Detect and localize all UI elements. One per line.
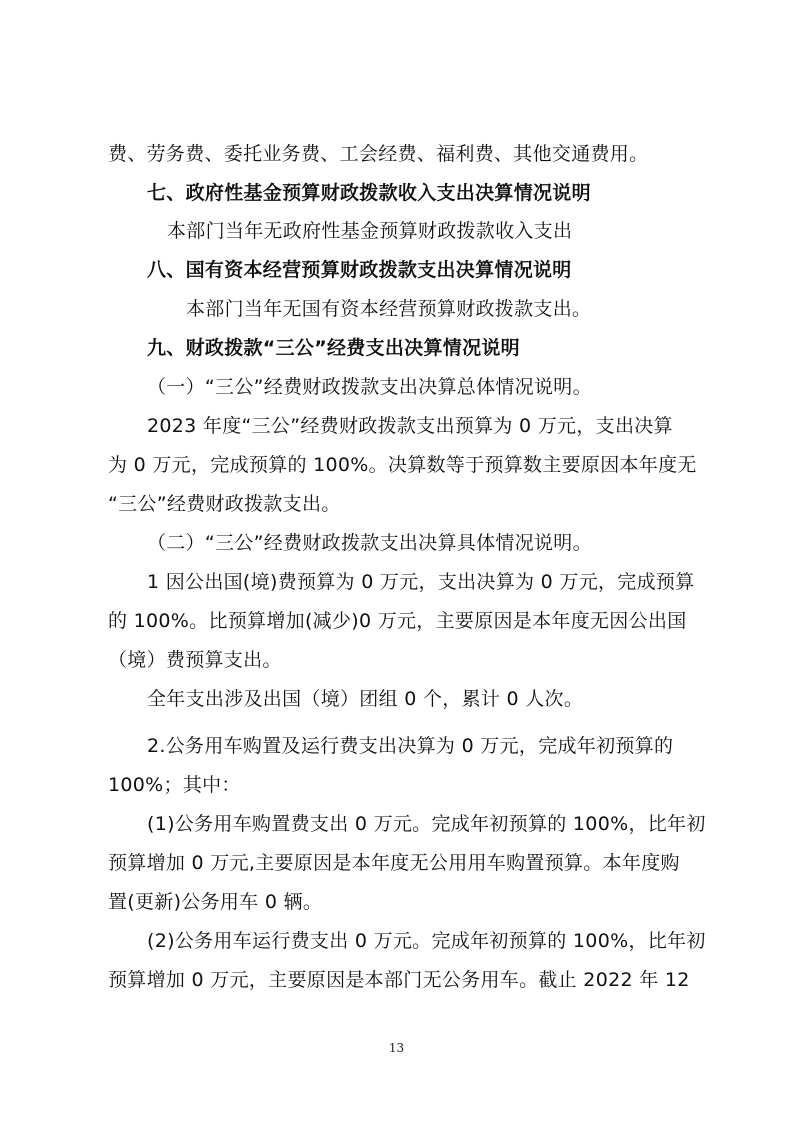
paragraph-line: 1 因公出国(境)费预算为 0 万元，支出决算为 0 万元，完成预算 [147,571,695,593]
paragraph-line: 预算增加 0 万元,主要原因是本年度无公用用车购置预算。本年度购 [108,852,680,874]
paragraph-line: 全年支出涉及出国（境）团组 0 个，累计 0 人次。 [147,688,584,710]
subsection-heading: （一）“三公”经费财政拨款支出决算总体情况说明。 [147,376,592,398]
paragraph-line: (2)公务用车运行费支出 0 万元。完成年初预算的 100%，比年初 [147,930,706,952]
paragraph-line: 置(更新)公务用车 0 辆。 [108,891,323,913]
paragraph-line: （境）费预算支出。 [108,649,282,671]
paragraph-line: 2.公务用车购置及运行费支出决算为 0 万元，完成年初预算的 [147,735,674,757]
subsection-heading: （二）“三公”经费财政拨款支出决算具体情况说明。 [147,532,592,554]
section-heading: 九、财政拨款“三公”经费支出决算情况说明 [147,337,520,359]
section-heading: 七、政府性基金预算财政拨款收入支出决算情况说明 [147,182,591,204]
paragraph-line: 为 0 万元，完成预算的 100%。决算数等于预算数主要原因本年度无 [108,454,697,476]
section-heading: 八、国有资本经营预算财政拨款支出决算情况说明 [147,259,572,281]
paragraph-line: “三公”经费财政拨款支出。 [108,493,341,515]
page-number: 13 [388,1041,405,1055]
paragraph-line: 100%；其中： [108,774,241,796]
paragraph-line: 本部门当年无政府性基金预算财政拨款收入支出 [167,220,573,242]
paragraph-line: 费、劳务费、委托业务费、工会经费、福利费、其他交通费用。 [108,143,649,165]
paragraph-line: 的 100%。比预算增加(减少)0 万元，主要原因是本年度无因公出国 [108,610,687,632]
paragraph-line: 2023 年度“三公”经费财政拨款支出预算为 0 万元，支出决算 [147,415,673,437]
paragraph-line: 预算增加 0 万元，主要原因是本部门无公务用车。截止 2022 年 12 [108,969,690,991]
paragraph-line: (1)公务用车购置费支出 0 万元。完成年初预算的 100%，比年初 [147,813,706,835]
paragraph-line: 本部门当年无国有资本经营预算财政拨款支出。 [186,298,592,320]
